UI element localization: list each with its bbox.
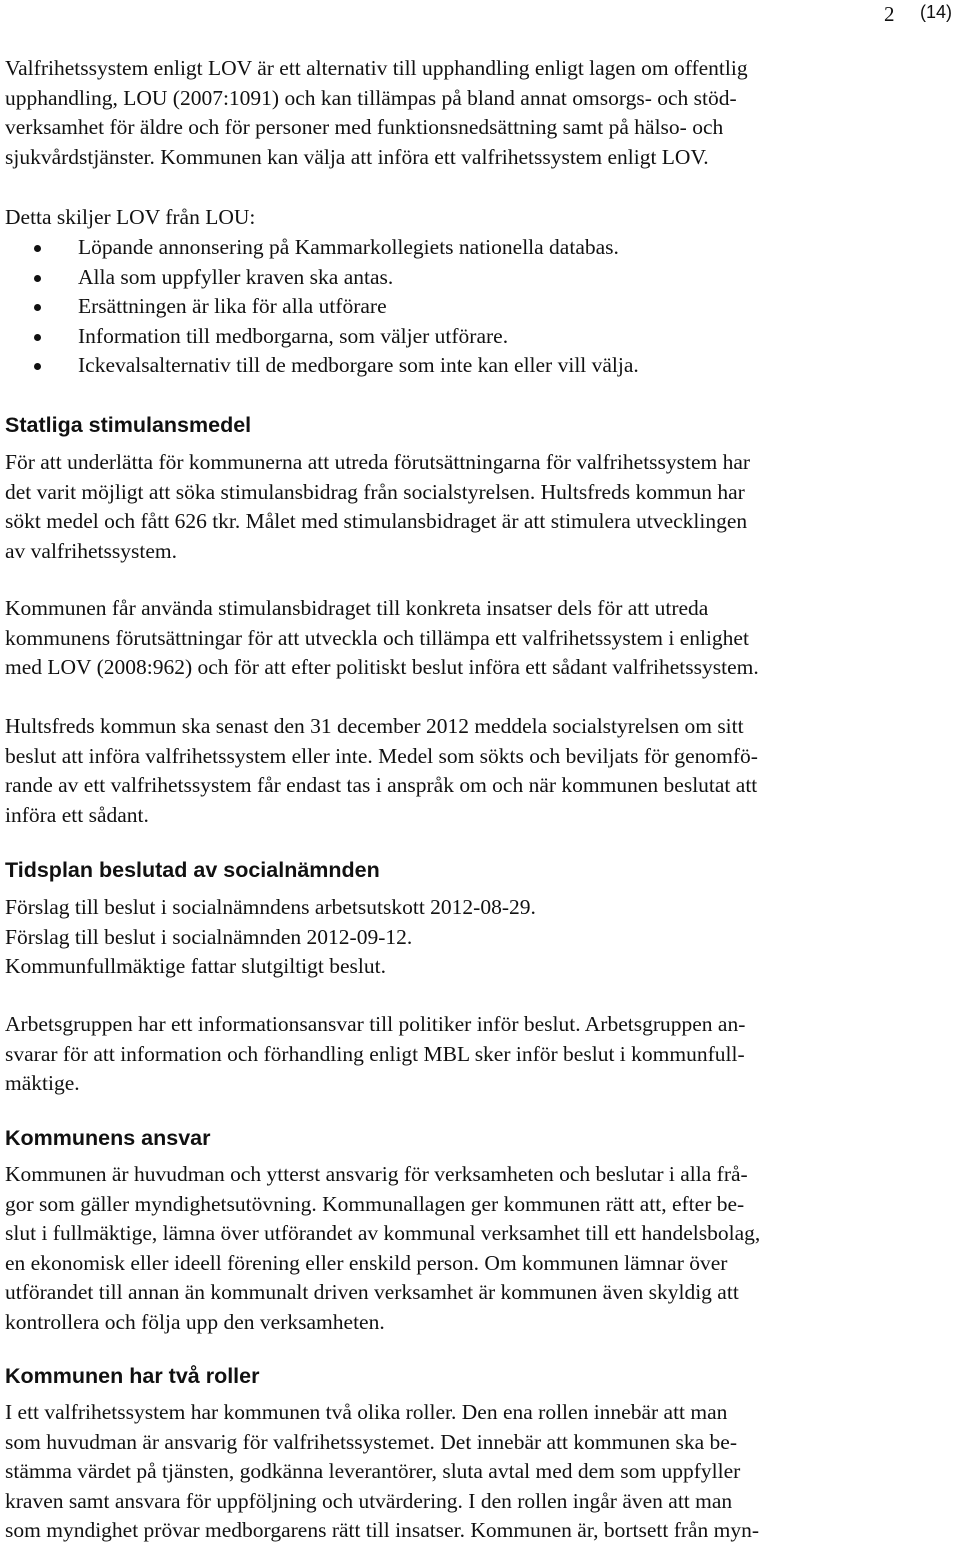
stimulans-paragraph-1 <box>5 448 955 566</box>
text-line: som huvudman är ansvarig för valfrihetssystemet. Det innebär att kommunen ska be- <box>5 1429 737 1454</box>
list-item-text: Ersättningen är lika för alla utförare <box>78 294 387 318</box>
bullet-icon <box>34 304 41 311</box>
text-line: rande av ett valfrihetssystem får endast tas i anspråk om och när kommunen beslutat att <box>5 773 758 797</box>
ansvar-paragraph-1 <box>5 1160 955 1337</box>
list-item <box>5 322 955 352</box>
text-line: kontrollera och följa upp den verksamheten. <box>5 1309 385 1334</box>
text-line: kraven samt ansvara för uppföljning och utvärdering. I den rollen ingår även att man <box>5 1488 733 1513</box>
text-line: verksamhet för äldre och för personer med funktionsnedsättning samt på hälso- och <box>5 115 724 139</box>
bullet-icon <box>34 363 41 370</box>
text-line: Förslag till beslut i socialnämnden 2012-09-12. <box>5 924 413 949</box>
differences-list <box>5 233 955 381</box>
text-line: Kommunen är huvudman och ytterst ansvarig för verksamheten och beslutar i alla frå- <box>5 1162 748 1186</box>
text-line: införa ett sådant. <box>5 802 149 827</box>
text-line: Valfrihetssystem enligt LOV är ett alternativ till upphandling enligt lagen om offentlig <box>5 56 748 80</box>
list-item <box>5 233 955 263</box>
tidsplan-paragraph-1 <box>5 893 955 982</box>
text-line: som myndighet prövar medborgarens rätt till insatser. Kommunen är, bortsett från myn- <box>5 1518 760 1542</box>
intro-paragraph <box>5 54 955 172</box>
differences-list-wrapper <box>5 233 955 381</box>
bullet-icon <box>34 245 41 252</box>
bullet-icon <box>34 334 41 341</box>
section-heading-stimulansmedel: Statliga stimulansmedel <box>5 413 252 437</box>
text-line: beslut att införa valfrihetssystem eller inte. Medel som sökts och beviljats för genomfö- <box>5 743 758 768</box>
text-line: Kommunen får använda stimulansbidraget till konkreta insatser dels för att utreda <box>5 596 709 620</box>
section-heading-ansvar: Kommunens ansvar <box>5 1126 211 1150</box>
text-line: det varit möjligt att söka stimulansbidrag från socialstyrelsen. Hultsfreds kommun har <box>5 479 745 504</box>
text-line: upphandling, LOU (2007:1091) och kan tillämpas på bland annat omsorgs- och stöd- <box>5 85 737 110</box>
text-line: Arbetsgruppen har ett informationsansvar till politiker inför beslut. Arbetsgruppen an- <box>5 1012 746 1036</box>
page-number: 2 <box>884 2 895 26</box>
text-line: utförandet till annan än kommunalt driven verksamhet är kommunen även skyldig att <box>5 1280 739 1304</box>
list-item-text: Alla som uppfyller kraven ska antas. <box>78 264 394 289</box>
stimulans-paragraph-3 <box>5 712 955 830</box>
text-line: sökt medel och fått 626 tkr. Målet med stimulansbidraget är att stimulera utvecklingen <box>5 509 748 533</box>
text-line: en ekonomisk eller ideell förening eller enskild person. Om kommunen lämnar över <box>5 1250 728 1275</box>
text-line: sjukvårdstjänster. Kommunen kan välja att införa ett valfrihetssystem enligt LOV. <box>5 144 709 169</box>
text-line: I ett valfrihetssystem har kommunen två olika roller. Den ena rollen innebär att man <box>5 1400 728 1424</box>
text-line: kommunens förutsättningar för att utveckla och tillämpa ett valfrihetssystem i enlighet <box>5 625 749 650</box>
text-line: Förslag till beslut i socialnämndens arbetsutskott 2012-08-29. <box>5 895 536 919</box>
differences-lead <box>5 203 955 233</box>
text-line: stämma värdet på tjänsten, godkänna leverantörer, sluta avtal med dem som uppfyller <box>5 1459 741 1483</box>
text-line: Hultsfreds kommun ska senast den 31 december 2012 meddela socialstyrelsen om sitt <box>5 714 744 738</box>
text-line: För att underlätta för kommunerna att utreda förutsättningarna för valfrihetssystem har <box>5 450 751 474</box>
page-total: (14) <box>920 2 953 22</box>
section-heading-tidsplan: Tidsplan beslutad av socialnämnden <box>5 858 380 882</box>
text-line: Detta skiljer LOV från LOU: <box>5 205 256 229</box>
list-item <box>5 263 955 293</box>
list-item-text: Löpande annonsering på Kammarkollegiets nationella databas. <box>78 235 619 259</box>
text-line: svarar för att information och förhandling enligt MBL sker inför beslut i kommunfull- <box>5 1041 745 1066</box>
text-line: Kommunfullmäktige fattar slutgiltigt beslut. <box>5 954 386 978</box>
section-heading-roller: Kommunen har två roller <box>5 1364 260 1388</box>
list-item <box>5 292 955 322</box>
text-line: mäktige. <box>5 1071 80 1095</box>
list-item <box>5 351 955 381</box>
text-line: slut i fullmäktige, lämna över utförandet av kommunal verksamhet till ett handelsbolag, <box>5 1221 761 1245</box>
list-item-text: Ickevalsalternativ till de medborgare som inte kan eller vill välja. <box>78 353 639 377</box>
text-line: gor som gäller myndighetsutövning. Kommunallagen ger kommunen rätt att, efter be- <box>5 1191 745 1216</box>
stimulans-paragraph-2 <box>5 594 955 683</box>
text-line: av valfrihetssystem. <box>5 538 177 563</box>
bullet-icon <box>34 275 41 282</box>
tidsplan-paragraph-2 <box>5 1010 955 1099</box>
text-line: med LOV (2008:962) och för att efter politiskt beslut införa ett sådant valfrihetssystem. <box>5 655 759 679</box>
list-item-text: Information till medborgarna, som väljer utförare. <box>78 323 509 348</box>
roller-paragraph-1 <box>5 1398 955 1546</box>
